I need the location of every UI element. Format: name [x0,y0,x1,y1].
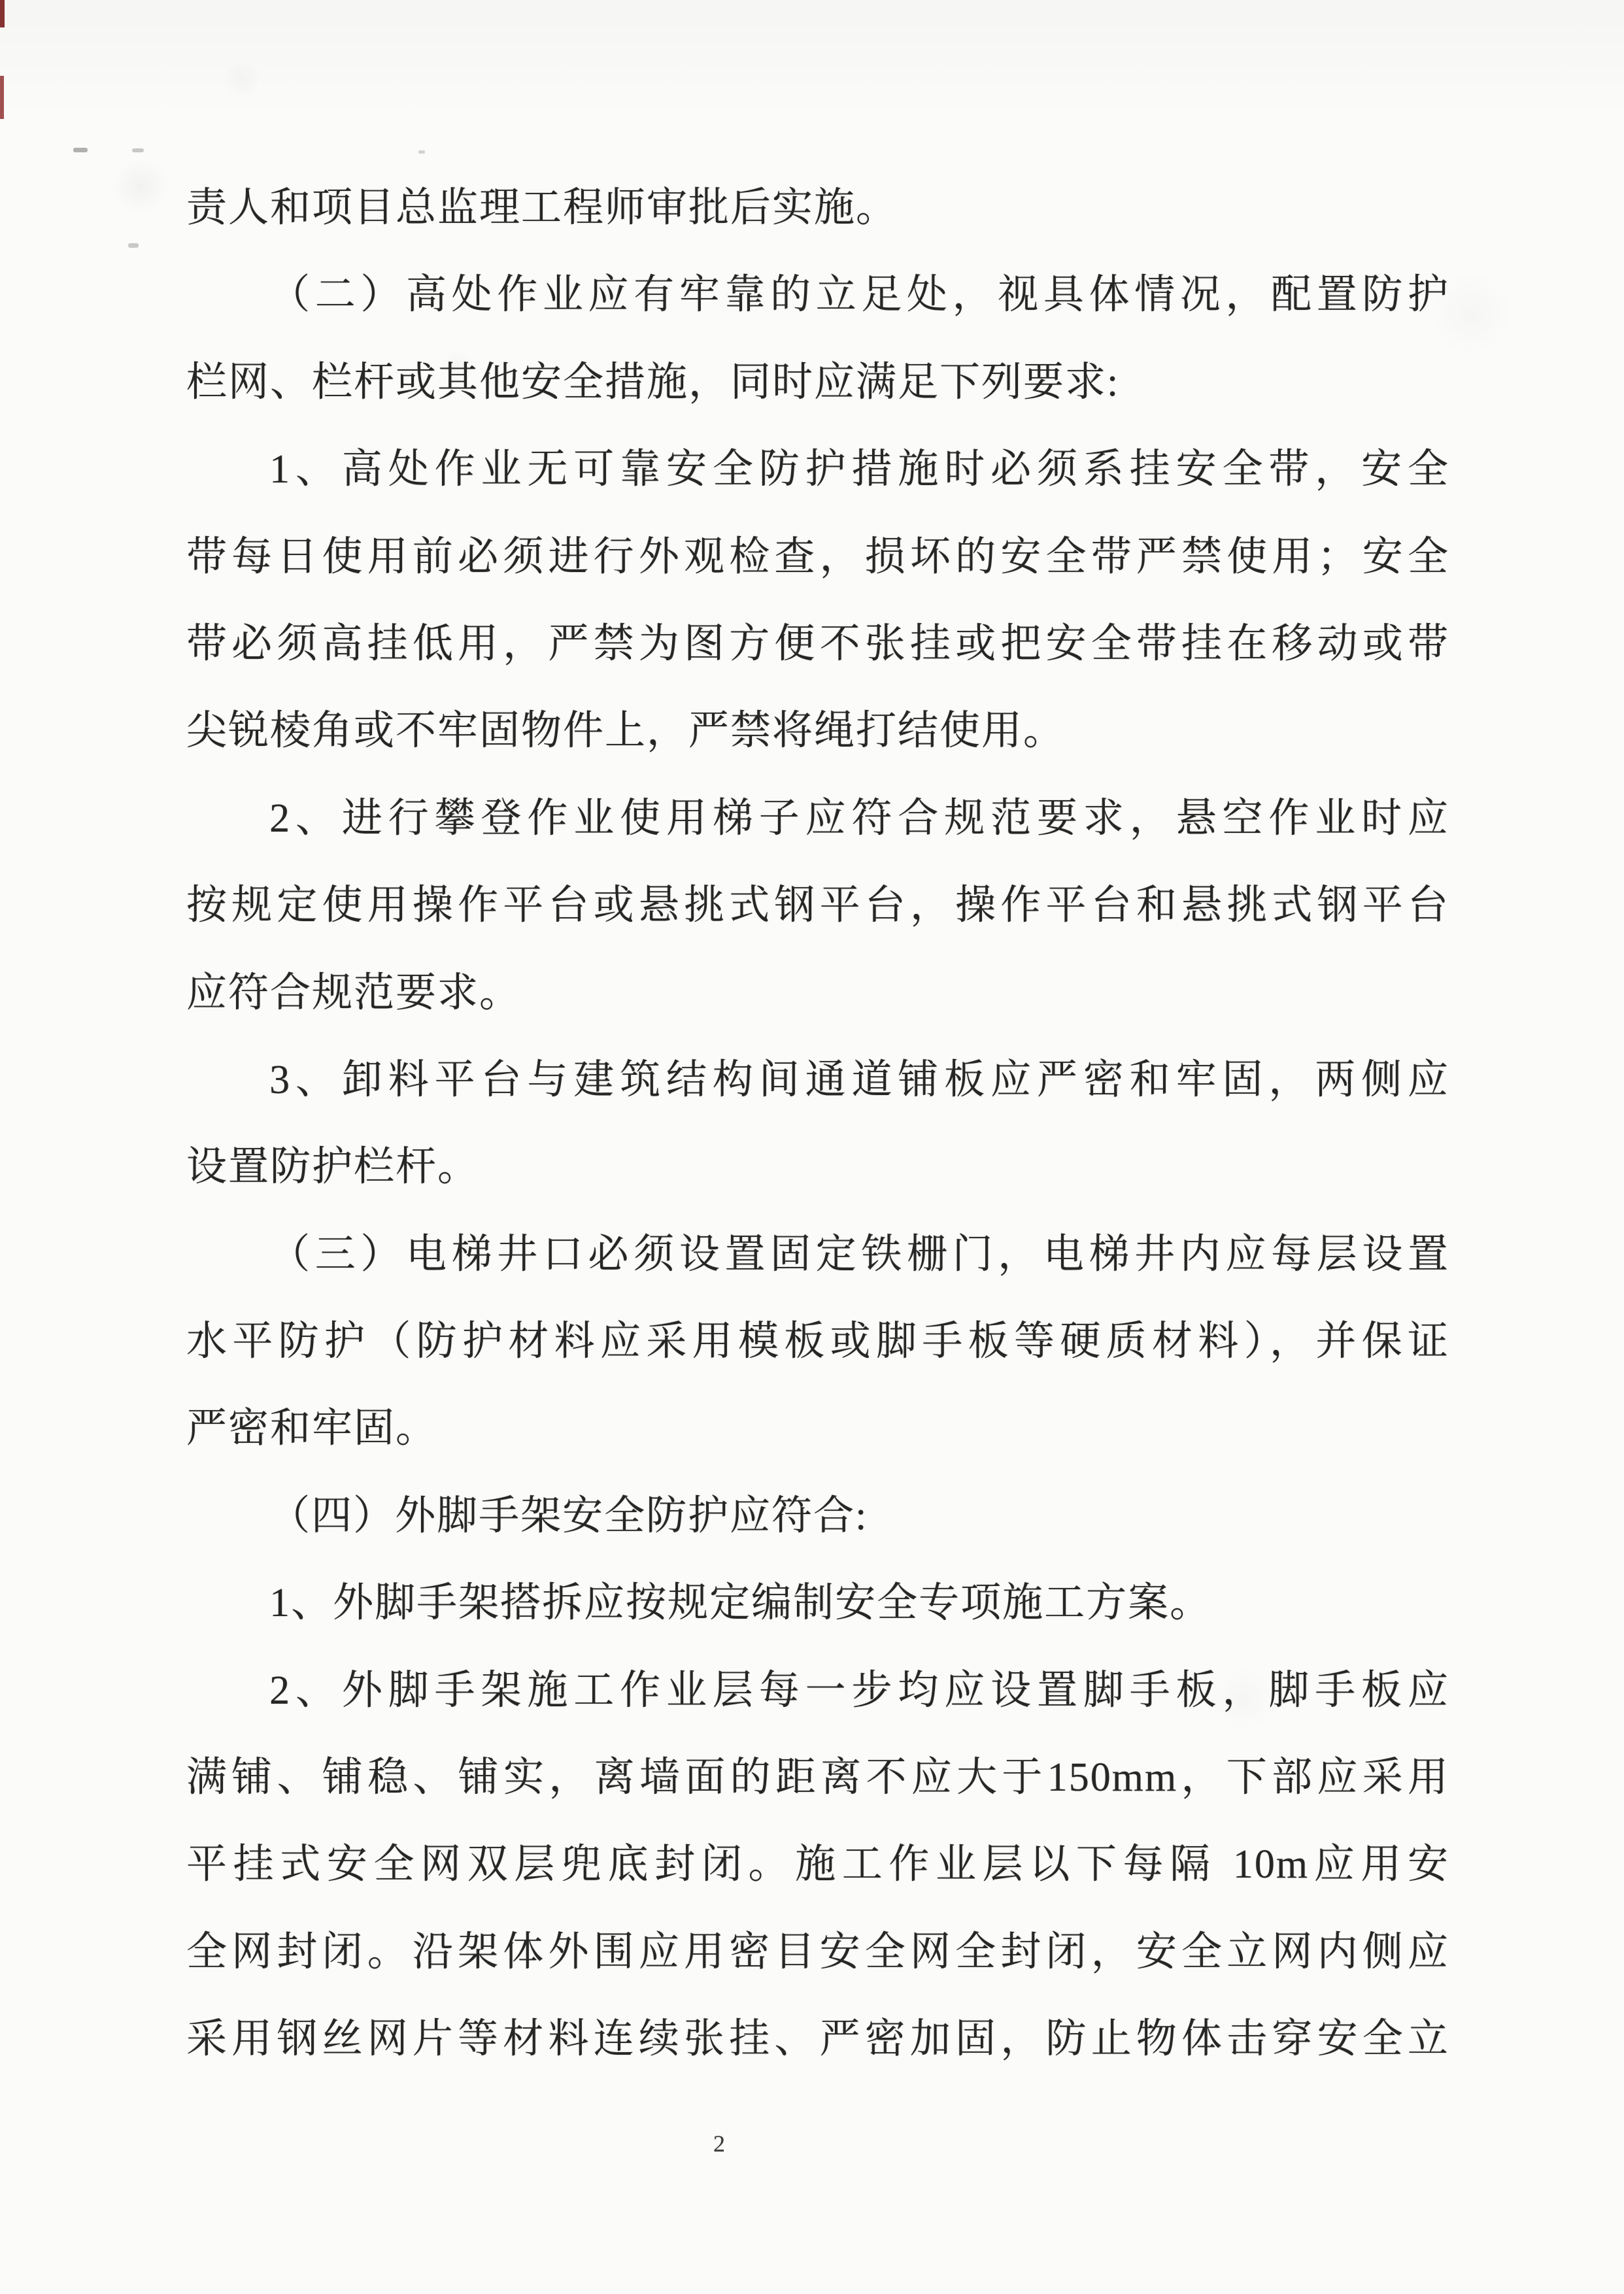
document-line: 带必须高挂低用，严禁为图方便不张挂或把安全带挂在移动或带 [186,621,1449,666]
document-line: 尖锐棱角或不牢固物件上，严禁将绳打结使用。 [186,709,1066,754]
scan-artifact-red-mark [0,76,4,119]
scan-artifact-smudge [128,243,139,248]
document-line: 按规定使用操作平台或悬挑式钢平台，操作平台和悬挑式钢平台 [186,883,1449,928]
document-line: 带每日使用前必须进行外观检查，损坏的安全带严禁使用；安全 [186,534,1449,579]
document-line: 平挂式安全网双层兜底封闭。施工作业层以下每隔 10m应用安 [186,1842,1449,1887]
document-line: 3、卸料平台与建筑结构间通道铺板应严密和牢固，两侧应 [269,1057,1449,1102]
document-line: （四）外脚手架安全防护应符合: [269,1493,868,1538]
document-line: 采用钢丝网片等材料连续张挂、严密加固，防止物体击穿安全立 [186,2017,1449,2062]
document-line: （三）电梯井口必须设置固定铁栅门，电梯井内应每层设置 [269,1232,1449,1277]
document-line: 2、进行攀登作业使用梯子应符合规范要求，悬空作业时应 [269,796,1449,841]
document-line: 栏网、栏杆或其他安全措施，同时应满足下列要求: [186,360,1120,405]
document-line: 责人和项目总监理工程师审批后实施。 [186,186,898,230]
document-line: 全网封闭。沿架体外围应用密目安全网全封闭，安全立网内侧应 [186,1929,1449,1974]
document-line: 满铺、铺稳、铺实，离墙面的距离不应大于150mm，下部应采用 [186,1755,1449,1800]
document-line: （二）高处作业应有牢靠的立足处，视具体情况，配置防护 [269,273,1449,318]
document-line: 严密和牢固。 [186,1406,438,1451]
document-line: 设置防护栏杆。 [186,1145,480,1190]
document-line: 1、外脚手架搭拆应按规定编制安全专项施工方案。 [269,1581,1212,1626]
document-body [186,165,1449,2083]
document-line: 水平防护（防护材料应采用模板或脚手板等硬质材料），并保证 [186,1319,1449,1364]
scan-artifact-smudge [73,148,88,152]
document-line: 应符合规范要求。 [186,970,522,1015]
scan-artifact-smudge [418,150,425,154]
scan-artifact-smudge [132,148,144,152]
page-number: 2 [713,2131,725,2157]
scan-artifact-red-mark [0,0,5,27]
document-line: 1、高处作业无可靠安全防护措施时必须系挂安全带，安全 [269,447,1449,492]
document-line: 2、外脚手架施工作业层每一步均应设置脚手板，脚手板应 [269,1668,1449,1713]
